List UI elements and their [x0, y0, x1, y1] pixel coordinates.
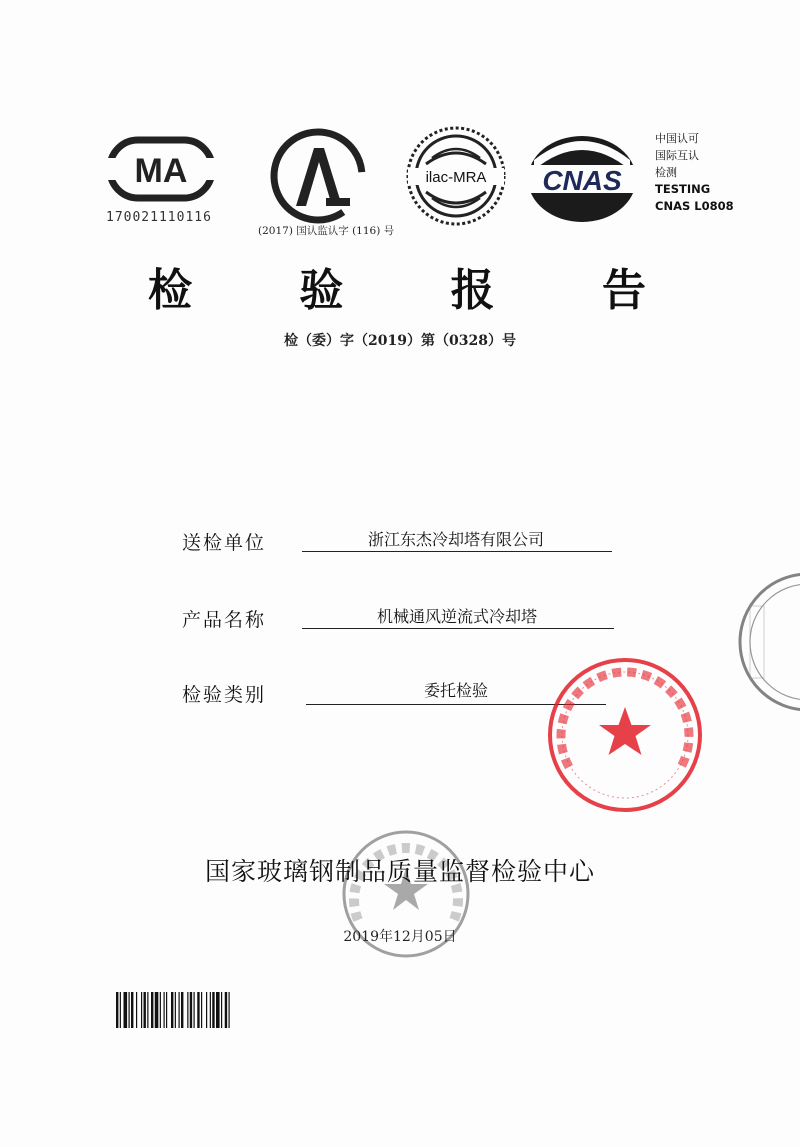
barcode-bar: [212, 992, 214, 1028]
barcode-bar: [141, 992, 142, 1028]
barcode-bar: [229, 992, 230, 1028]
cal-code: (2017) 国认监认字 (116) 号: [258, 225, 395, 237]
barcode-bar: [144, 992, 146, 1028]
field-label-product: 产品名称: [182, 609, 267, 631]
barcode-bar: [179, 992, 180, 1028]
barcode-bar: [194, 992, 195, 1028]
barcode-bar: [210, 992, 211, 1028]
barcode-bar: [136, 992, 137, 1028]
cnas-line-2: 国际互认: [655, 149, 699, 162]
cnas-mark-text: CNAS: [542, 165, 622, 196]
field-value-category: 委托检验: [423, 681, 488, 700]
field-underline: [302, 551, 612, 552]
barcode-bar: [206, 992, 207, 1028]
cnas-accreditation-text: [655, 130, 734, 215]
barcode-bar: [190, 992, 192, 1028]
barcode-bar: [166, 992, 167, 1028]
ilac-mark-text: ilac-MRA: [425, 169, 487, 186]
barcode: [116, 992, 266, 1028]
barcode-bar: [116, 992, 118, 1028]
barcode-bar: [164, 992, 165, 1028]
cnas-line-5: CNAS L0808: [655, 199, 734, 213]
cnas-line-3: 检测: [655, 166, 677, 179]
barcode-bar: [197, 992, 199, 1028]
field-value-product: 机械通风逆流式冷却塔: [376, 607, 537, 626]
barcode-bar: [147, 992, 148, 1028]
barcode-bar: [155, 992, 159, 1028]
barcode-bar: [171, 992, 173, 1028]
cnas-line-4: TESTING: [655, 182, 711, 196]
edge-seal-stamp: [728, 562, 800, 722]
issue-date: 2019年12月05日: [343, 929, 457, 945]
barcode-bar: [160, 992, 161, 1028]
field-label-submitter: 送检单位: [182, 532, 267, 554]
barcode-bar: [124, 992, 128, 1028]
barcode-bar: [221, 992, 222, 1028]
cnas-logo: [526, 134, 638, 224]
barcode-bar: [120, 992, 121, 1028]
ilac-mra-logo: [404, 124, 508, 228]
barcode-bar: [175, 992, 176, 1028]
report-title: 检 验 报 告: [148, 265, 692, 316]
company-seal-stamp: [545, 655, 705, 815]
field-underline: [302, 628, 614, 629]
cal-logo: [266, 126, 370, 230]
svg-text:MA: MA: [134, 152, 188, 190]
barcode-bar: [201, 992, 202, 1028]
field-value-submitter: 浙江东杰冷却塔有限公司: [367, 530, 544, 549]
barcode-bar: [225, 992, 227, 1028]
cma-code: 170021110116: [106, 210, 212, 225]
cma-logo: [108, 136, 214, 202]
barcode-bar: [129, 992, 130, 1028]
barcode-bar: [151, 992, 153, 1028]
cnas-line-1: 中国认可: [655, 132, 699, 145]
barcode-bar: [181, 992, 183, 1028]
barcode-bar: [131, 992, 133, 1028]
barcode-bar: [216, 992, 220, 1028]
field-label-category: 检验类别: [182, 684, 267, 706]
issuing-center-name: 国家玻璃钢制品质量监督检验中心: [204, 857, 595, 886]
report-number: 检（委）字（2019）第（0328）号: [284, 333, 516, 349]
barcode-bar: [187, 992, 188, 1028]
